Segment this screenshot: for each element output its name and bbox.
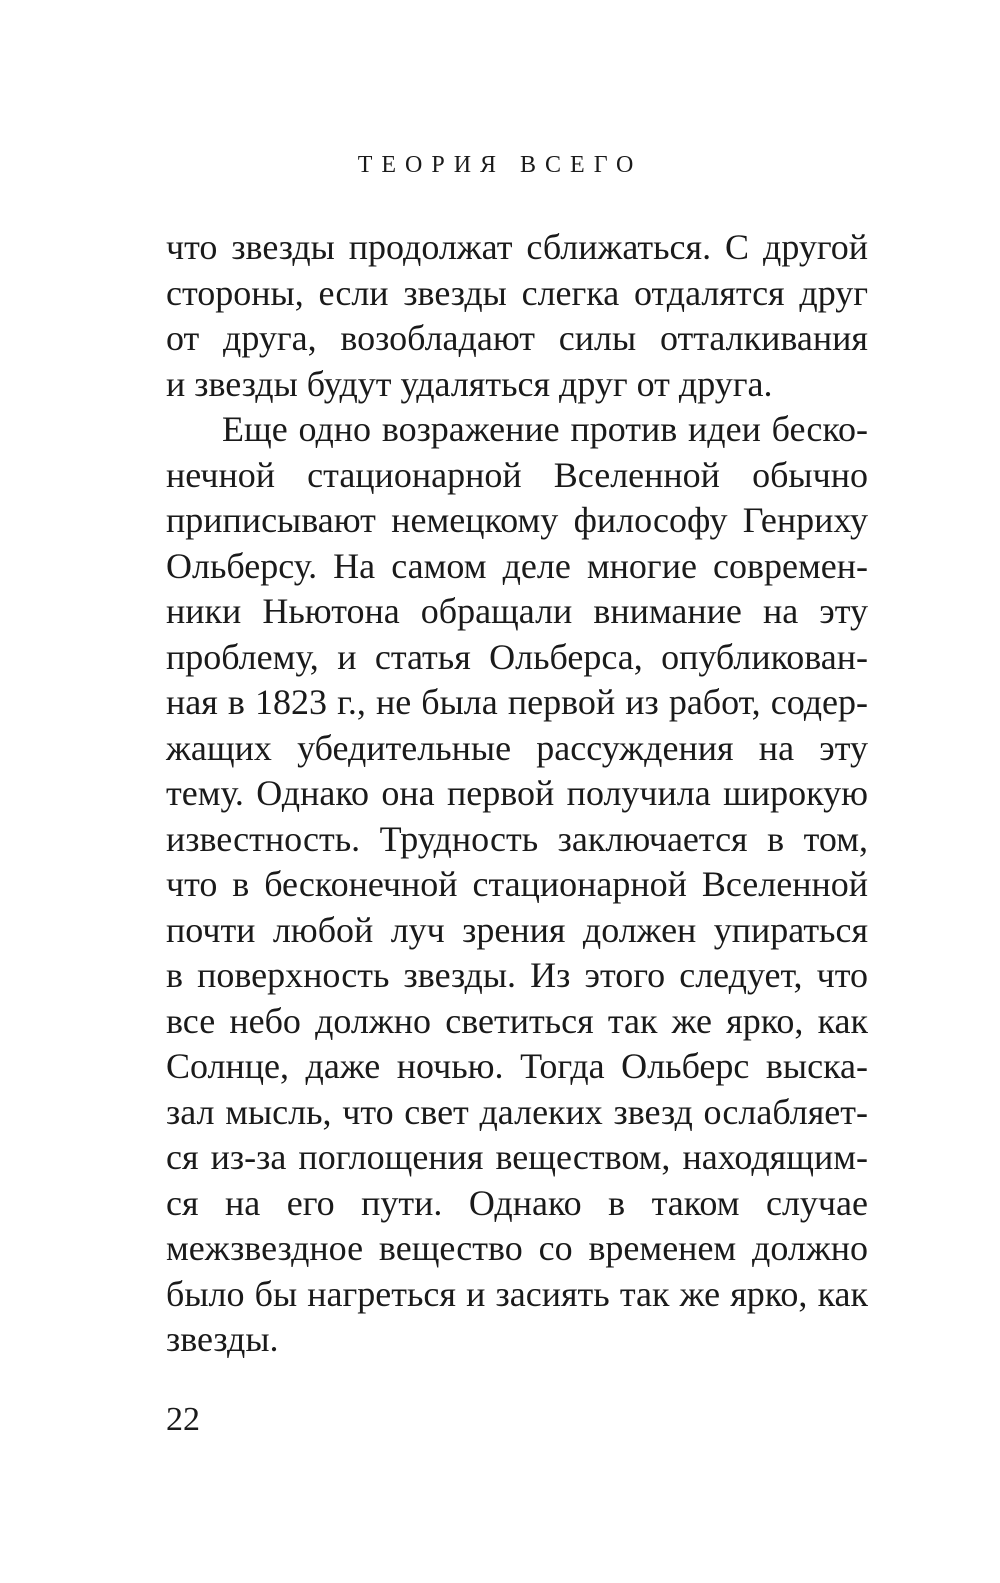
text-line: почти любой луч зрения должен упираться	[166, 909, 868, 950]
body-text	[166, 225, 868, 1363]
text-line: Ольберсу. На самом деле многие современ-	[166, 545, 868, 586]
text-line: что в бесконечной стационарной Вселенной	[166, 864, 868, 904]
text-line: ся из-за поглощения веществом, находящим-	[166, 1137, 868, 1177]
text-line: Еще одно возражение против идеи беско-	[222, 409, 868, 449]
text-line: межзвездное вещество со временем должно	[166, 1228, 868, 1268]
paragraph-2	[166, 407, 868, 1363]
text-line: что звезды продолжат сближаться. С другой	[166, 227, 868, 267]
page-number: 22	[166, 1401, 200, 1438]
text-line: проблему, и статья Ольберса, опубликован-	[166, 636, 868, 677]
text-line: от друга, возобладают силы отталкивания	[166, 318, 868, 358]
text-line: приписывают немецкому философу Генриху	[166, 500, 868, 540]
text-line: все небо должно светиться так же ярко, как	[166, 1000, 868, 1041]
text-line: нечной стационарной Вселенной обычно	[166, 454, 868, 495]
text-line: ники Ньютона обращали внимание на эту	[166, 591, 868, 631]
text-line: ная в 1823 г., не была первой из работ, содер-	[166, 682, 868, 722]
text-line: ся на его пути. Однако в таком случае	[166, 1182, 868, 1223]
text-line: было бы нагреться и засиять так же ярко, как	[166, 1273, 868, 1314]
text-line: тему. Однако она первой получила широкую	[166, 773, 868, 813]
text-line: стороны, если звезды слегка отдалятся друг	[166, 272, 868, 313]
text-line: известность. Трудность заключается в том,	[166, 818, 868, 859]
paragraph-1	[166, 225, 868, 407]
text-line: жащих убедительные рассуждения на эту	[166, 727, 868, 768]
text-line: звезды.	[166, 1319, 279, 1359]
text-line: в поверхность звезды. Из этого следует, что	[166, 955, 868, 995]
text-line: и звезды будут удаляться друг от друга.	[166, 363, 773, 404]
text-line: Солнце, даже ночью. Тогда Ольберс выска-	[166, 1046, 868, 1086]
running-head: ТЕОРИЯ ВСЕГО	[357, 152, 643, 178]
text-line: зал мысль, что свет далеких звезд ослабляет-	[166, 1091, 868, 1132]
